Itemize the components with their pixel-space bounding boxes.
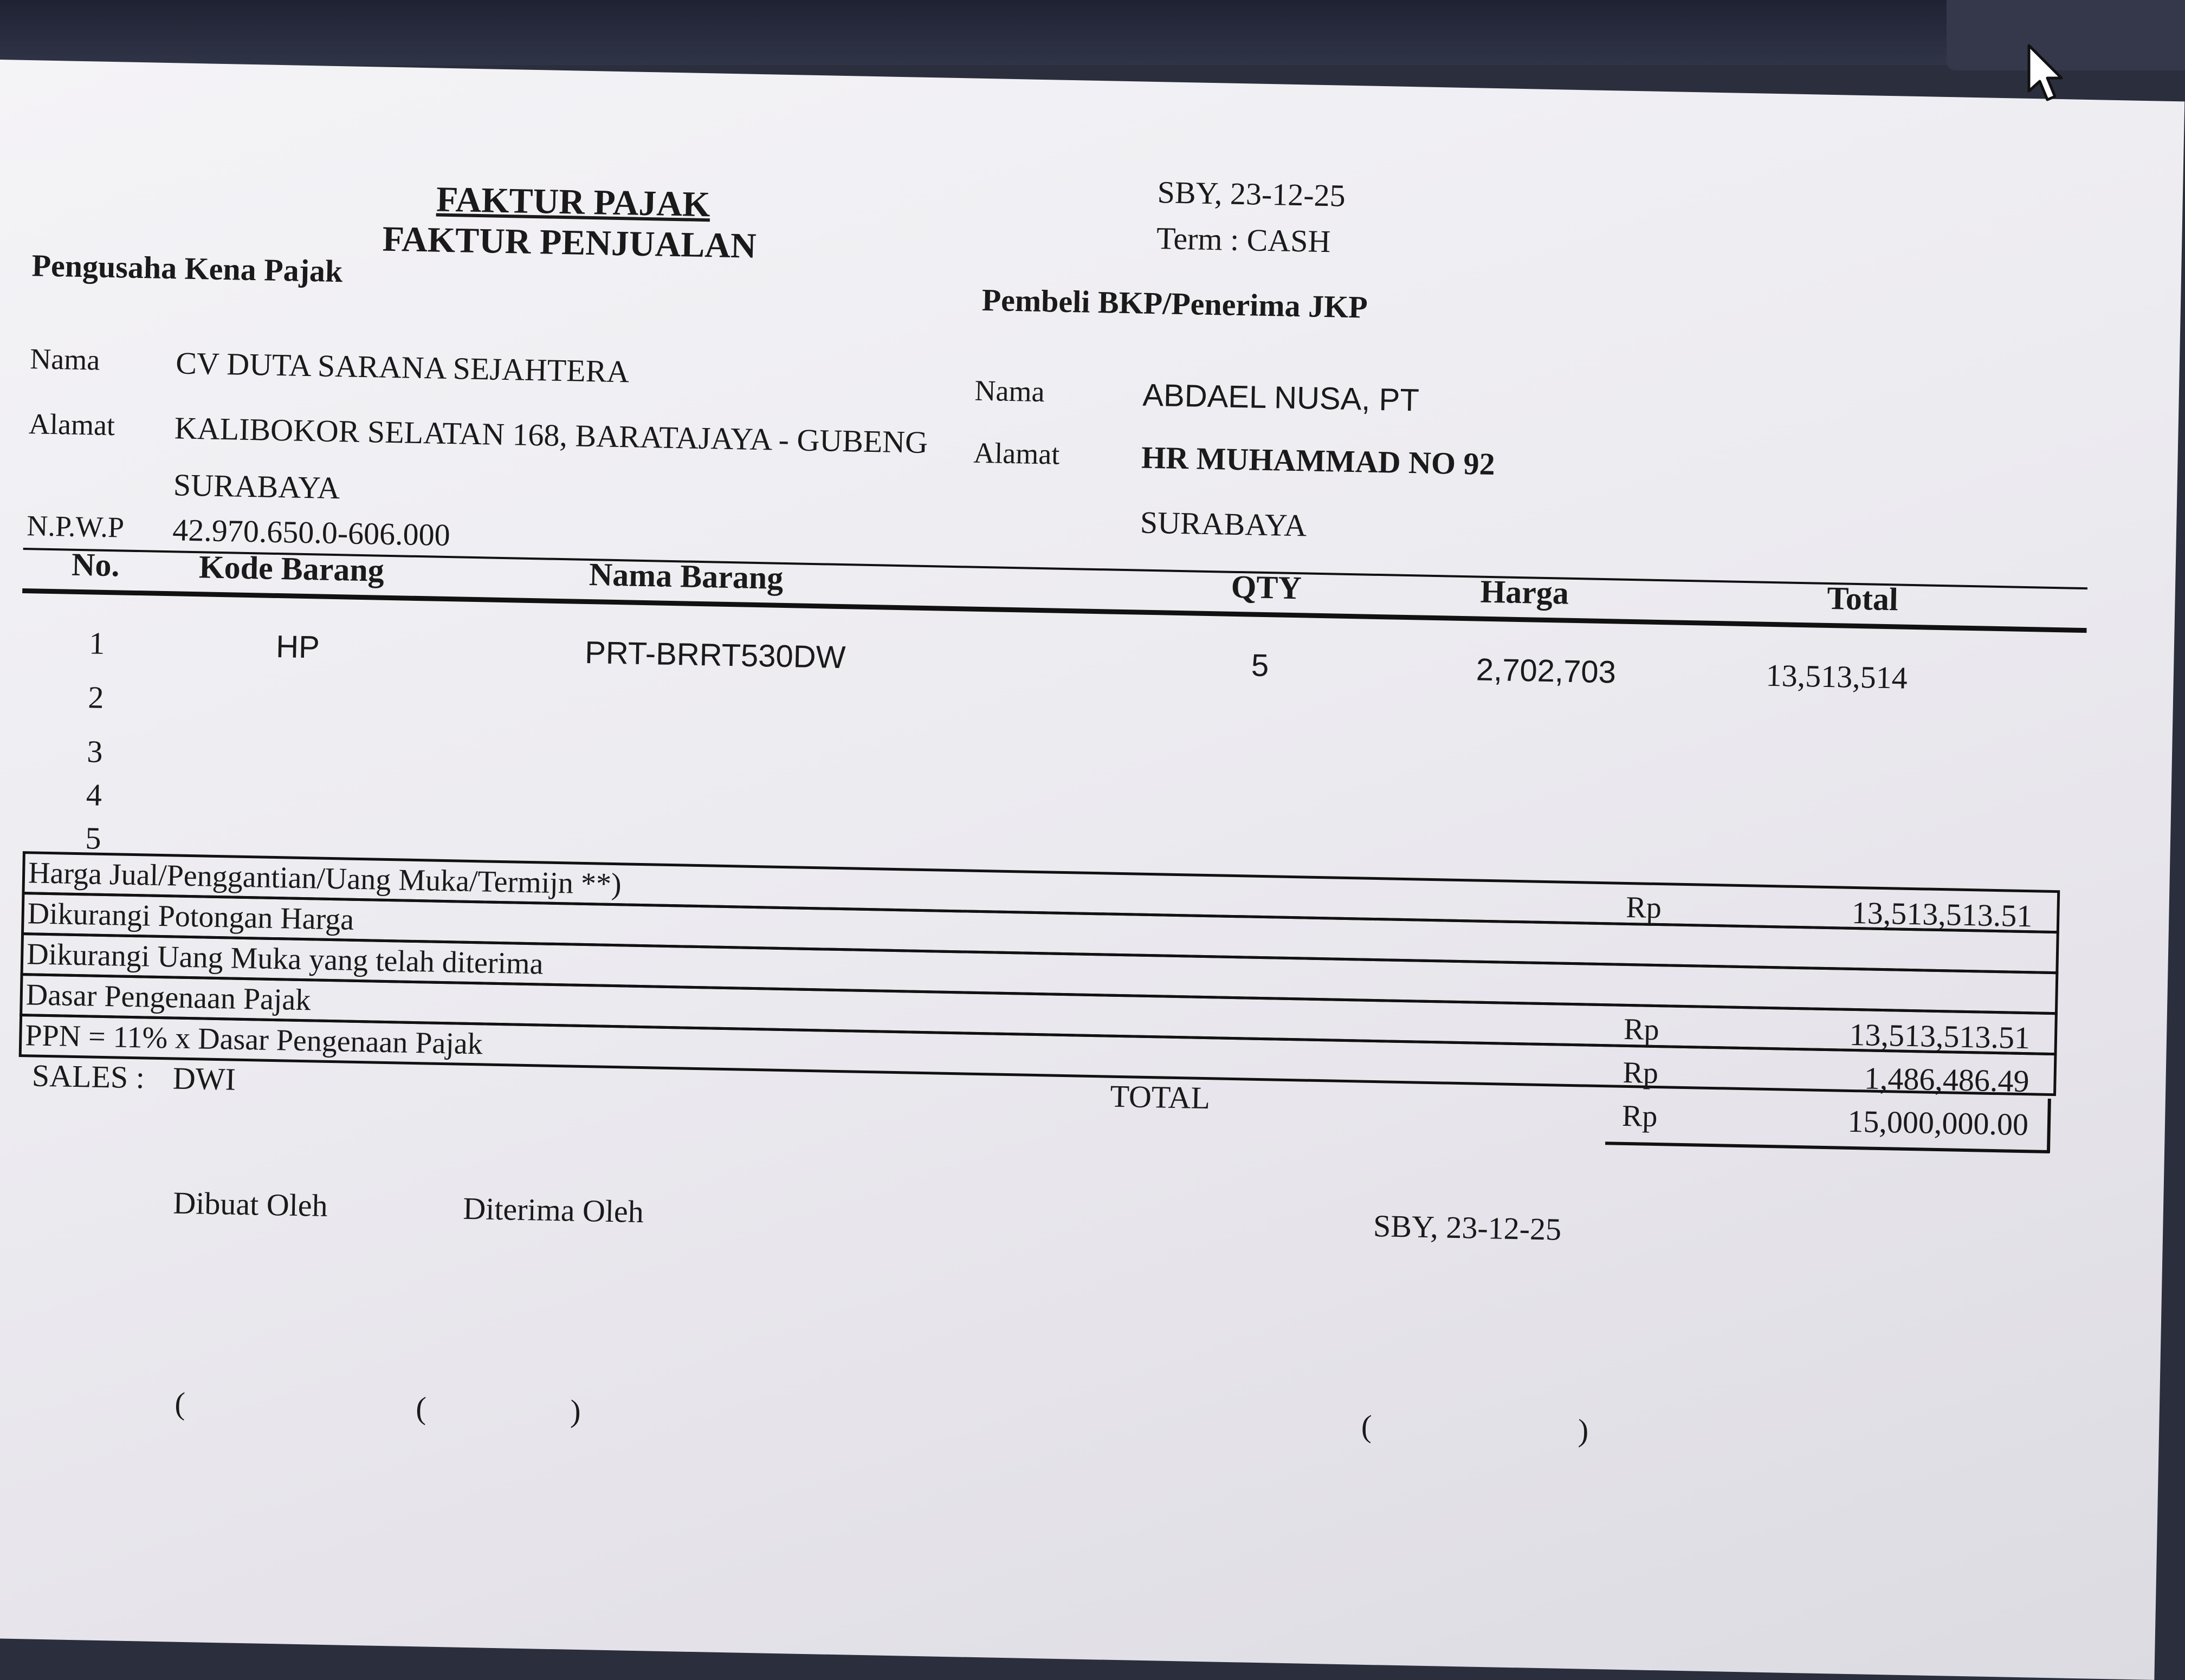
sales-name: DWI (172, 1060, 236, 1097)
buyer-address-label: Alamat (973, 436, 1060, 471)
seller-name: CV DUTA SARANA SEJAHTERA (175, 345, 630, 390)
signature-open-paren: ( (174, 1385, 186, 1422)
amount-dpp: 13,513,513.51 (1848, 1016, 2031, 1056)
invoice-title: FAKTUR PAJAK (436, 179, 711, 225)
row-no: 1 (88, 625, 105, 661)
col-header-nama: Nama Barang (589, 556, 784, 596)
payment-term: Term : CASH (1156, 220, 1331, 260)
seller-address-line1: KALIBOKOR SELATAN 168, BARATAJAYA - GUBENG (174, 410, 928, 460)
currency-ppn: Rp (1622, 1055, 1659, 1091)
row-no: 5 (85, 820, 102, 856)
currency-dpp: Rp (1623, 1012, 1660, 1047)
col-header-total: Total (1826, 580, 1899, 618)
row-nama: PRT-BRRT530DW (584, 634, 846, 676)
summary-dpp-label: Dasar Pengenaan Pajak (25, 978, 311, 1017)
col-header-no: No. (71, 546, 120, 583)
signature-open-paren: ( (415, 1390, 427, 1426)
sales-label: SALES : (31, 1058, 145, 1095)
summary-harga-jual-label: Harga Jual/Penggantian/Uang Muka/Termijn **) (28, 856, 622, 901)
total-label: TOTAL (1110, 1078, 1211, 1116)
row-no: 4 (86, 777, 102, 813)
seller-npwp: 42.970.650.0-606.000 (172, 512, 451, 553)
table-header-rule (22, 588, 2086, 633)
diterima-oleh-label: Diterima Oleh (462, 1190, 644, 1230)
row-total: 13,513,514 (1766, 657, 1908, 696)
header-place-date: SBY, 23-12-25 (1157, 174, 1346, 213)
total-underline (1605, 1141, 2050, 1153)
window-control-area (1947, 0, 2185, 70)
summary-potongan-label: Dikurangi Potongan Harga (27, 897, 354, 937)
signature-close-paren: ) (570, 1393, 581, 1429)
signature-close-paren: ) (1578, 1412, 1589, 1448)
invoice-subtitle: FAKTUR PENJUALAN (382, 219, 757, 266)
currency-total: Rp (1621, 1099, 1658, 1134)
buyer-address-line1: HR MUHAMMAD NO 92 (1141, 439, 1496, 482)
monitor-bezel (0, 0, 2185, 65)
amount-ppn: 1,486,486.49 (1864, 1060, 2030, 1099)
amount-harga-jual: 13,513,513.51 (1851, 894, 2033, 934)
footer-place-date: SBY, 23-12-25 (1373, 1208, 1562, 1247)
invoice-document (0, 60, 2184, 1680)
col-header-qty: QTY (1231, 568, 1302, 606)
seller-address-line2: SURABAYA (173, 467, 340, 506)
seller-address-label: Alamat (28, 407, 115, 442)
buyer-name-label: Nama (974, 374, 1045, 408)
signature-open-paren: ( (1361, 1408, 1372, 1444)
amount-total: 15,000,000.00 (1847, 1103, 2029, 1143)
row-kode: HP (275, 628, 320, 665)
seller-npwp-label: N.P.W.P (26, 509, 125, 544)
buyer-heading: Pembeli BKP/Penerima JKP (981, 282, 1368, 325)
mouse-pointer-icon (2027, 43, 2065, 103)
col-header-kode: Kode Barang (198, 549, 385, 588)
buyer-name: ABDAEL NUSA, PT (1142, 377, 1420, 418)
dibuat-oleh-label: Dibuat Oleh (172, 1185, 328, 1223)
total-box-edge (2047, 1099, 2051, 1153)
summary-uang-muka-label: Dikurangi Uang Muka yang telah diterima (26, 937, 544, 981)
col-header-harga: Harga (1480, 573, 1569, 611)
summary-ppn-label: PPN = 11% x Dasar Pengenaan Pajak (24, 1019, 483, 1061)
currency-harga-jual: Rp (1625, 890, 1662, 925)
row-harga: 2,702,703 (1476, 652, 1617, 690)
seller-name-label: Nama (29, 342, 100, 377)
row-no: 2 (87, 679, 105, 715)
buyer-address-line2: SURABAYA (1140, 504, 1307, 543)
seller-heading: Pengusaha Kena Pajak (31, 248, 343, 289)
row-qty: 5 (1251, 647, 1269, 684)
row-no: 3 (86, 734, 104, 769)
